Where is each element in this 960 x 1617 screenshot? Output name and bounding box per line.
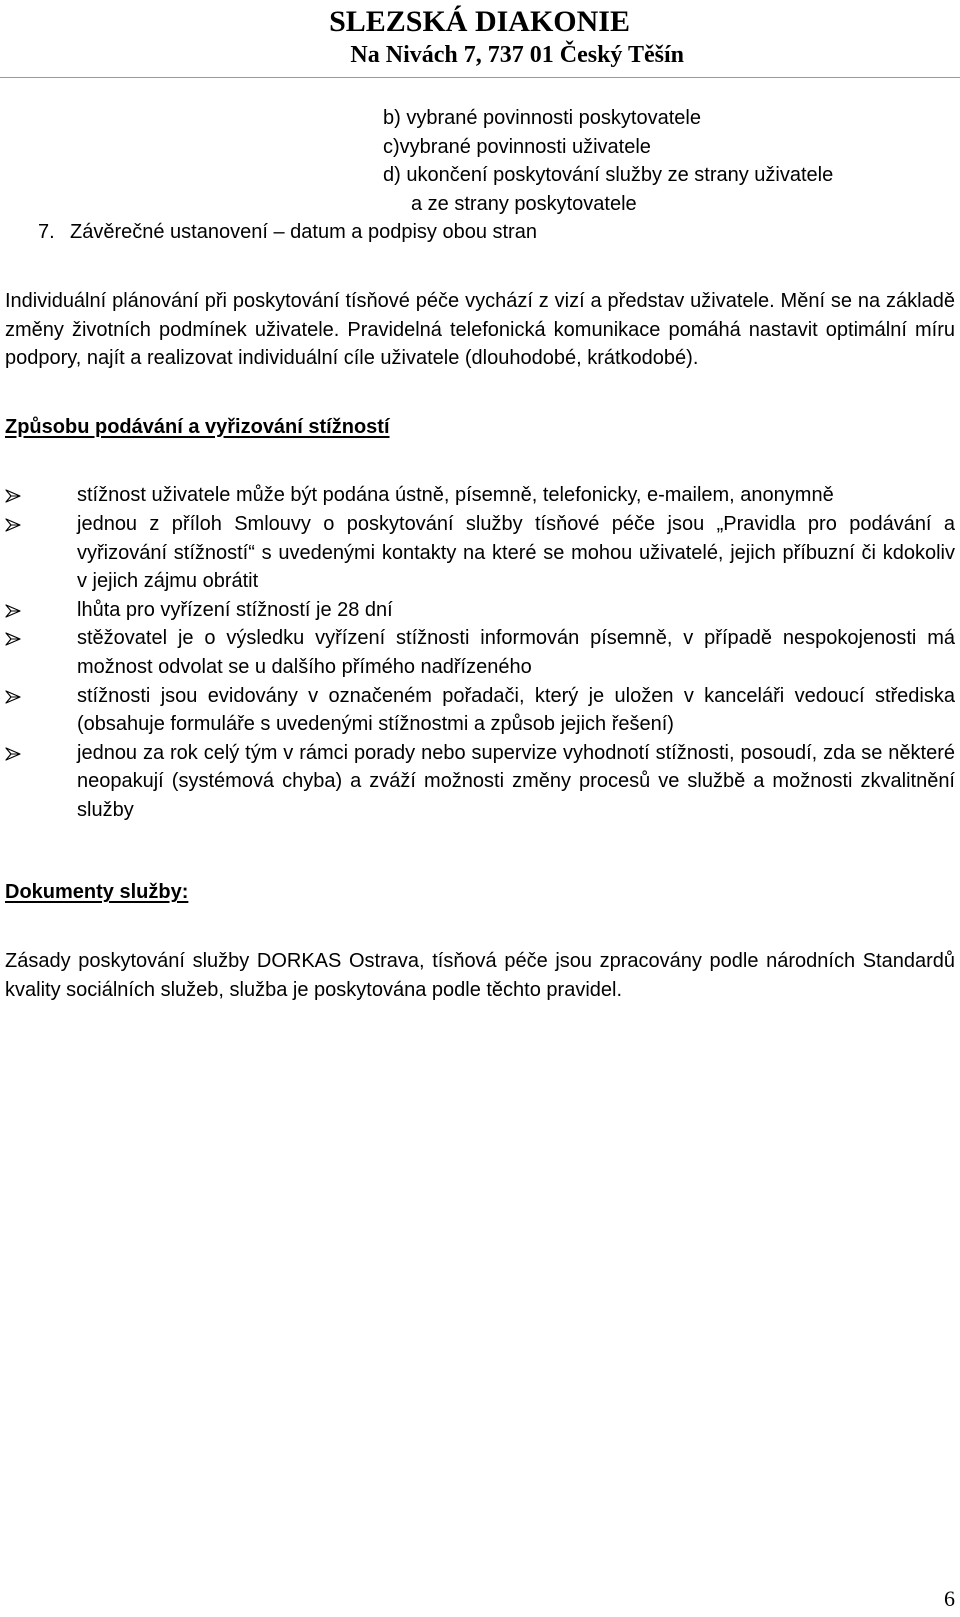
contract-item-7-number: 7.	[38, 221, 55, 244]
organization-address: Na Nivách 7, 737 01 Český Těšín	[350, 42, 684, 68]
individual-planning-paragraph: Individuální plánování při poskytování tísňové péče vychází z vizí a představ uživatele. Mění se na základě změny životních podmínek uživatele. Pravidelná telefonická komunikace pomáhá nastavit optimální míru podpory, najít a realizovat individuální cíle uživatele (dlouhodobé, krátkodobé).	[5, 289, 955, 370]
contract-subitem-b: b) vybrané povinnosti poskytovatele	[383, 107, 701, 129]
contract-subitem-c: c)vybrané povinnosti uživatele	[383, 135, 651, 158]
complaints-list	[5, 481, 955, 824]
list-item	[5, 510, 955, 596]
arrowhead-bullet-icon	[5, 489, 21, 503]
page-header	[0, 0, 960, 78]
contract-item-7-text: Závěrečné ustanovení – datum a podpisy obou stran	[70, 221, 537, 244]
arrowhead-bullet-icon	[5, 747, 21, 761]
arrowhead-bullet-icon	[5, 604, 21, 618]
list-item-text: stěžovatel je o výsledku vyřízení stížnosti informován písemně, v případě nespokojenosti má možnost odvolat se u dalšího přímého nadřízeného	[77, 627, 955, 678]
list-item	[5, 481, 955, 510]
organization-name: SLEZSKÁ DIAKONIE	[329, 5, 630, 38]
documents-heading: Dokumenty služby:	[5, 881, 189, 904]
contract-item-7	[5, 218, 955, 247]
list-item-text: stížnosti jsou evidovány v označeném pořadači, který je uložen v kanceláři vedoucí střediska (obsahuje formuláře s uvedenými stížnostmi a způsob jejich řešení)	[77, 684, 955, 736]
list-item-text: stížnost uživatele může být podána ústně, písemně, telefonicky, e-mailem, anonymně	[77, 484, 834, 507]
list-item	[5, 596, 955, 625]
page-number: 6	[944, 1586, 955, 1611]
arrowhead-bullet-icon	[5, 690, 21, 704]
document-body	[5, 104, 955, 1004]
complaints-heading: Způsobu podávání a vyřizování stížností	[5, 415, 390, 438]
list-item	[5, 682, 955, 739]
list-item-text: jednou za rok celý tým v rámci porady nebo supervize vyhodnotí stížnosti, posoudí, zda se některé neopakují (systémová chyba) a zváží možnosti změny procesů ve službě a možnosti zkvalitnění služby	[77, 741, 955, 821]
list-item	[5, 624, 955, 681]
arrowhead-bullet-icon	[5, 632, 21, 646]
documents-paragraph: Zásady poskytování služby DORKAS Ostrava, tísňová péče jsou zpracovány podle národních Standardů kvality sociálních služeb, služba je poskytována podle těchto pravidel.	[5, 950, 955, 1001]
contract-subitem-d-continuation: a ze strany poskytovatele	[411, 192, 637, 215]
list-item	[5, 739, 955, 825]
contract-subitem-d: d) ukončení poskytování služby ze strany uživatele	[383, 164, 834, 187]
arrowhead-bullet-icon	[5, 518, 21, 532]
list-item-text: jednou z příloh Smlouvy o poskytování služby tísňové péče jsou „Pravidla pro podávání a vyřizování stížností“ s uvedenými kontakty na které se mohou uživatelé, jejich příbuzní či kdokoliv v jejich zájmu obrátit	[77, 512, 955, 593]
list-item-text: lhůta pro vyřízení stížností je 28 dní	[77, 598, 393, 621]
